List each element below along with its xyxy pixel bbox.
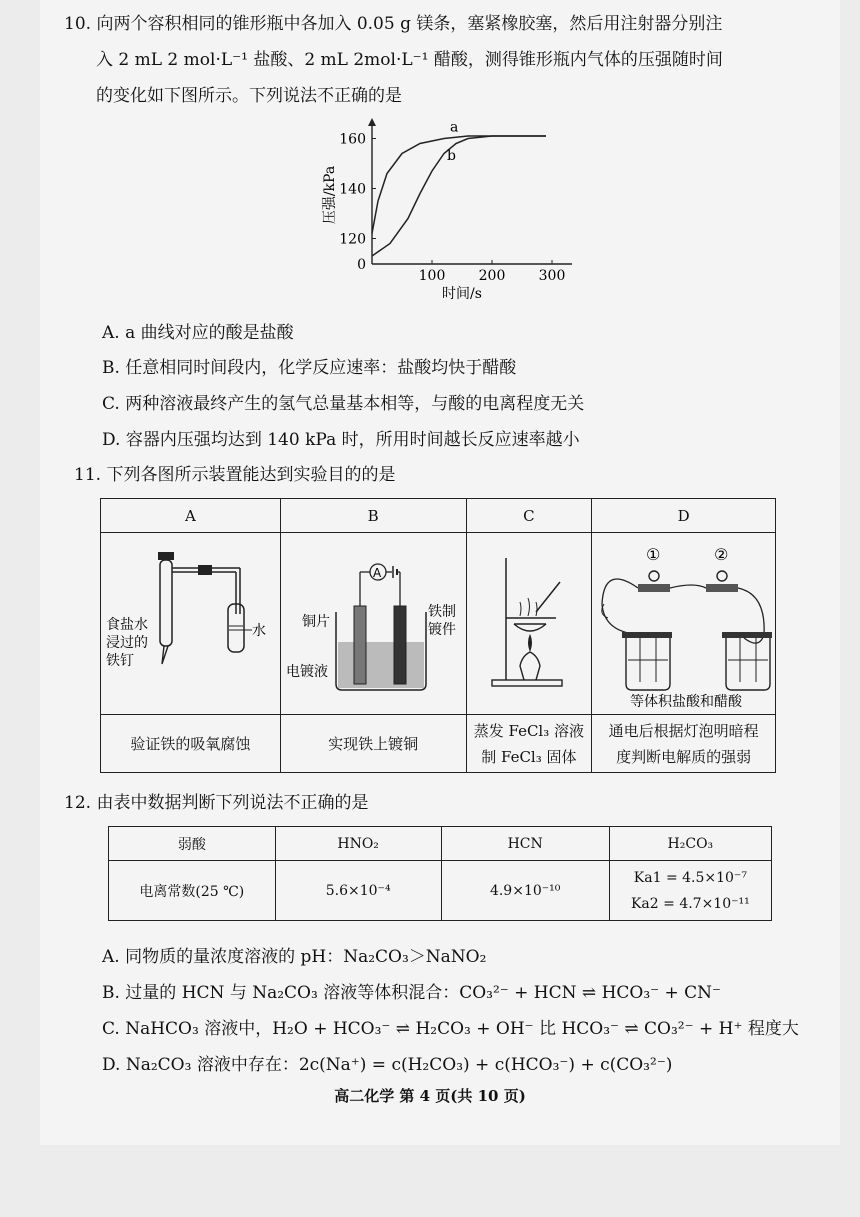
header-d: D bbox=[592, 499, 776, 533]
header-b: B bbox=[280, 499, 466, 533]
y-axis-label: 压强/kPa bbox=[322, 165, 338, 225]
table-value-hcn: 4.9×10⁻¹⁰ bbox=[441, 861, 609, 921]
purpose-c bbox=[466, 715, 592, 773]
x-tick-label-100: 100 bbox=[418, 268, 446, 284]
evaporation-apparatus bbox=[468, 534, 590, 710]
label-iron: 铁制 bbox=[428, 603, 457, 620]
bulb-2-icon bbox=[717, 571, 727, 581]
q12-option-b: B. 过量的 HCN 与 Na₂CO₃ 溶液等体积混合：CO₃²⁻ + HCN ⇌ HCO₃⁻ + CN⁻ bbox=[102, 983, 722, 1003]
header-a: A bbox=[101, 499, 281, 533]
table-value-hno2: 5.6×10⁻⁴ bbox=[275, 861, 441, 921]
label-iron-nail: 铁钉 bbox=[106, 652, 135, 669]
y-axis-arrow bbox=[368, 118, 376, 126]
series-a-line bbox=[372, 136, 546, 234]
table-header-weak-acid: 弱酸 bbox=[109, 827, 276, 861]
apparatus-d-cell bbox=[592, 533, 776, 715]
apparatus-table bbox=[100, 498, 776, 773]
q12-option-a: A. 同物质的量浓度溶液的 pH：Na₂CO₃＞NaNO₂ bbox=[102, 947, 487, 967]
q12-option-d: D. Na₂CO₃ 溶液中存在：2c(Na⁺) = c(H₂CO₃) + c(HCO₃⁻) + c(CO₃²⁻) bbox=[102, 1055, 673, 1075]
bulb-1-icon bbox=[649, 571, 659, 581]
x-tick-label-200: 200 bbox=[478, 268, 506, 284]
q12-option-c: C. NaHCO₃ 溶液中，H₂O + HCO₃⁻ ⇌ H₂CO₃ + OH⁻ 比 HCO₃⁻ ⇌ CO₃²⁻ + H⁺ 程度大 bbox=[102, 1019, 799, 1039]
table-header-h2co3: H₂CO₃ bbox=[609, 827, 771, 861]
ionization-constant-table bbox=[108, 826, 772, 921]
table-header-hno2: HNO₂ bbox=[275, 827, 441, 861]
y-tick-label-120: 120 bbox=[339, 231, 366, 248]
q12-stem: 12. 由表中数据判断下列说法不正确的是 bbox=[64, 793, 369, 813]
q10-option-d: D. 容器内压强均达到 140 kPa 时，所用时间越长反应速率越小 bbox=[102, 430, 580, 450]
label-water: 水 bbox=[252, 622, 267, 639]
series-a-label: a bbox=[450, 119, 459, 136]
label-plated-part: 镀件 bbox=[428, 621, 457, 638]
label-equal-volume: 等体积盐酸和醋酸 bbox=[629, 693, 742, 710]
x-axis-label: 时间/s bbox=[442, 286, 482, 302]
y-tick-label-160: 160 bbox=[339, 131, 366, 148]
rust-corrosion-apparatus bbox=[102, 534, 278, 710]
page-footer: 高二化学 第 4 页(共 10 页) bbox=[334, 1087, 526, 1105]
header-c: C bbox=[466, 499, 592, 533]
series-b-label: b bbox=[447, 148, 456, 164]
label-circuit-2: ② bbox=[713, 544, 728, 564]
series-b-line bbox=[372, 136, 546, 256]
table-header-hcn: HCN bbox=[441, 827, 609, 861]
q10-line2: 入 2 mL 2 mol·L⁻¹ 盐酸、2 mL 2mol·L⁻¹ 醋酸，测得锥形瓶内气体的压强随时间 bbox=[96, 50, 723, 70]
electroplating-apparatus bbox=[282, 534, 464, 710]
purpose-d-line1: 通电后根据灯泡明暗程 bbox=[608, 721, 759, 740]
purpose-d bbox=[592, 715, 776, 773]
label-circuit-1: ① bbox=[645, 544, 660, 564]
purpose-c-line2: 制 FeCl₃ 固体 bbox=[481, 747, 577, 766]
table-row-label: 电离常数(25 ℃) bbox=[109, 861, 276, 921]
apparatus-a-cell bbox=[101, 533, 281, 715]
ka2-value: Ka2 = 4.7×10⁻¹¹ bbox=[630, 895, 750, 912]
y-tick-label-140: 140 bbox=[339, 181, 366, 198]
q10-line1: 10. 向两个容积相同的锥形瓶中各加入 0.05 g 镁条，塞紧橡胶塞，然后用注射器分别注 bbox=[64, 14, 723, 34]
pressure-time-chart bbox=[322, 112, 572, 302]
q10-option-b: B. 任意相同时间段内，化学反应速率：盐酸均快于醋酸 bbox=[102, 358, 517, 378]
purpose-a: 验证铁的吸氧腐蚀 bbox=[101, 715, 281, 773]
q10-option-a: A. a 曲线对应的酸是盐酸 bbox=[102, 323, 294, 343]
apparatus-b-cell bbox=[280, 533, 466, 715]
q11-stem: 11. 下列各图所示装置能达到实验目的的是 bbox=[74, 465, 396, 485]
label-salt-water: 食盐水 bbox=[106, 616, 149, 633]
label-copper: 铜片 bbox=[302, 613, 331, 630]
conductivity-apparatus bbox=[594, 534, 774, 710]
q10-line3: 的变化如下图所示。下列说法不正确的是 bbox=[96, 86, 402, 106]
purpose-d-line2: 度判断电解质的强弱 bbox=[616, 747, 752, 766]
x-tick-label-300: 300 bbox=[538, 268, 566, 284]
q10-option-c: C. 两种溶液最终产生的氢气总量基本相等，与酸的电离程度无关 bbox=[102, 394, 585, 414]
ka1-value: Ka1 = 4.5×10⁻⁷ bbox=[633, 869, 747, 886]
table-value-h2co3 bbox=[609, 861, 771, 921]
label-plating-solution: 电镀液 bbox=[286, 663, 329, 680]
y-tick-label-0: 0 bbox=[357, 257, 366, 273]
purpose-c-line1: 蒸发 FeCl₃ 溶液 bbox=[473, 721, 585, 740]
label-soaked: 浸过的 bbox=[106, 634, 149, 651]
purpose-b: 实现铁上镀铜 bbox=[280, 715, 466, 773]
ammeter-icon: A bbox=[373, 565, 382, 580]
apparatus-c-cell bbox=[466, 533, 592, 715]
